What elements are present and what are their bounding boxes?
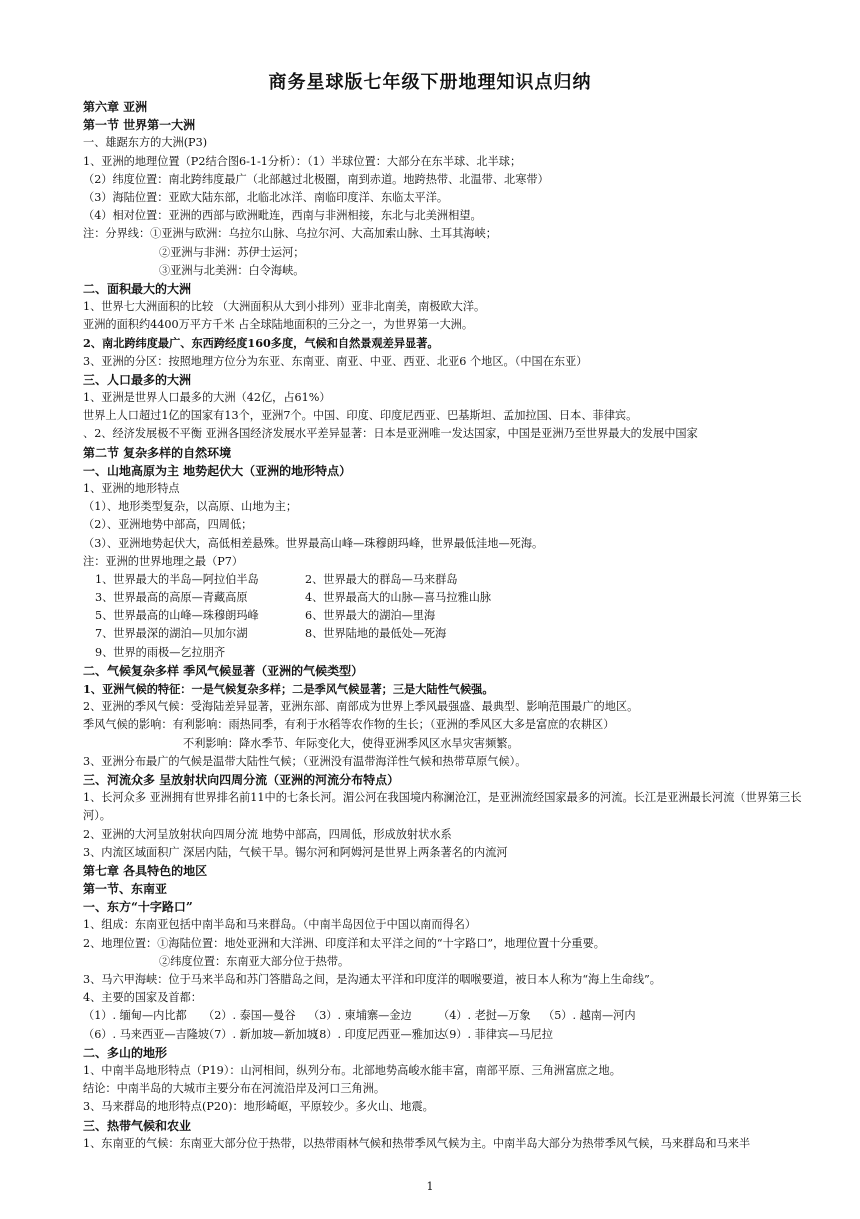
record-item: 4、世界最高大的山脉—喜马拉雅山脉 [305, 591, 492, 605]
text-line: 1、长河众多 亚洲拥有世界排名前11中的七条长河。湄公河在我国境内称澜沧江，是亚洲流经国家最多的河流。长江是亚洲最长河流（世界第三长河）。 [83, 791, 802, 823]
section-heading: 第六章 亚洲 [83, 100, 148, 114]
countries-row [83, 1026, 818, 1044]
section-heading: 一、东方“十字路口” [83, 900, 193, 915]
text-line: 、2、经济发展极不平衡 亚洲各国经济发展水平差异显著：日本是亚洲唯一发达国家，中国是亚洲乃至世界最大的发展中国家 [83, 427, 698, 441]
records-row [83, 571, 818, 589]
country-capital: （9）. 菲律宾—马尼拉 [438, 1027, 553, 1041]
text-line: （3）、亚洲地势起伏大，高低相差悬殊。世界最高山峰—珠穆朗玛峰，世界最低洼地—死海。 [83, 536, 544, 550]
records-row [83, 607, 818, 625]
text-line: 3、亚洲分布最广的气候是温带大陆性气候；（亚洲没有温带海洋性气候和热带草原气候）。 [83, 754, 527, 768]
records-row [83, 589, 818, 607]
text-line: ③亚洲与北美洲：白令海峡。 [159, 263, 305, 277]
text-line: 4、主要的国家及首都： [83, 991, 202, 1005]
text-line: （2）、亚洲地势中部高，四周低； [83, 518, 253, 532]
section-heading: 第二节 复杂多样的自然环境 [83, 445, 232, 460]
document-body [83, 98, 818, 1153]
country-capital: （1）. 缅甸—内比都 [83, 1009, 187, 1023]
text-line: 3、马来群岛的地形特点(P20)：地形崎岖，平原较少。多火山、地震。 [83, 1100, 434, 1114]
text-line: 1、亚洲的地理位置（P2结合图6-1-1分析）：（1）半球位置：大部分在东半球、北半球； [83, 154, 522, 168]
section-heading: 三、人口最多的大洲 [83, 372, 192, 387]
page-number: 1 [426, 1180, 434, 1193]
record-item: 3、世界最高的高原—青藏高原 [95, 591, 248, 605]
countries-row [83, 1007, 818, 1025]
record-item: 1、世界最大的半岛—阿拉伯半岛 [95, 572, 259, 586]
section-block-1 [83, 98, 818, 571]
section-heading: 二、气候复杂多样 季风气候显著（亚洲的气候类型） [83, 663, 364, 678]
text-line: 2、南北跨纬度最广、东西跨经度160多度，气候和自然景观差异显著。 [83, 336, 439, 351]
country-capital: （5）. 越南—河内 [543, 1009, 636, 1023]
country-capital [543, 1026, 693, 1044]
country-capital: （8）. 印度尼西亚—雅加达 [308, 1027, 446, 1041]
text-line: 1、亚洲的地形特点 [83, 481, 180, 495]
country-capital: （6）. 马来西亚—吉隆坡 [83, 1027, 210, 1041]
text-line: 结论：中南半岛的大城市主要分布在河流沿岸及河口三角洲。 [83, 1082, 386, 1096]
section-heading: 三、热带气候和农业 [83, 1118, 192, 1133]
records-list [83, 571, 818, 662]
text-line: 3、马六甲海峡：位于马来半岛和苏门答腊岛之间，是沟通太平洋和印度洋的咽喉要道，被日本人称为“海上生命线”。 [83, 973, 661, 987]
text-line: ②纬度位置：东南亚大部分位于热带。 [159, 954, 350, 968]
country-capital: （4）. 老挝—万象 [438, 1009, 531, 1023]
section-heading: 第一节 世界第一大洲 [83, 118, 196, 133]
section-block-2 [83, 662, 818, 1008]
text-line: （2）纬度位置：南北跨纬度最广（北部越过北极圈，南到赤道。地跨热带、北温带、北寒带） [83, 172, 549, 186]
text-line: （4）相对位置：亚洲的西部与欧洲毗连，西南与非洲相接，东北与北美洲相望。 [83, 209, 482, 223]
records-row [83, 625, 818, 643]
text-line: 2、亚洲的季风气候：受海陆差异显著，亚洲东部、南部成为世界上季风最强盛、最典型、影响范围最广的地区。 [83, 700, 639, 714]
record-item: 7、世界最深的湖泊—贝加尔湖 [95, 627, 248, 641]
text-line: 1、世界七大洲面积的比较 （大洲面积从大到小排列）亚非北南美，南极欧大洋。 [83, 300, 486, 314]
document-title: 商务星球版七年级下册地理知识点归纳 [268, 72, 592, 93]
text-line: 季风气候的影响：有利影响：雨热同季，有利于水稻等农作物的生长；（亚洲的季风区大多是富庶的农耕区） [83, 718, 615, 732]
record-item: 5、世界最高的山峰—珠穆朗玛峰 [95, 609, 259, 623]
record-item: 2、世界最大的群岛—马来群岛 [305, 572, 458, 586]
section-heading: 二、多山的地形 [83, 1045, 168, 1060]
record-item: 9、世界的雨极—乞拉朋齐 [95, 645, 226, 659]
text-line: （1）、地形类型复杂，以高原、山地为主； [83, 500, 298, 514]
text-line: 2、地理位置：①海陆位置：地处亚洲和大洋洲、印度洋和太平洋之间的“十字路口”，地理位置十分重要。 [83, 936, 605, 950]
section-heading: 三、河流众多 呈放射状向四周分流（亚洲的河流分布特点） [83, 772, 400, 787]
text-line: 注：分界线：①亚洲与欧洲：乌拉尔山脉、乌拉尔河、大高加索山脉、土耳其海峡； [83, 227, 497, 241]
text-line: 1、东南亚的气候：东南亚大部分位于热带，以热带雨林气候和热带季风气候为主。中南半岛大部分为热带季风气候，马来群岛和马来半 [83, 1136, 751, 1150]
record-item: 8、世界陆地的最低处—死海 [305, 627, 447, 641]
text-line: （3）海陆位置：亚欧大陆东部，北临北冰洋、南临印度洋、东临太平洋。 [83, 190, 449, 204]
text-line: 注：亚洲的世界地理之最（P7） [83, 554, 244, 568]
text-line: 1、中南半岛地形特点（P19）：山河相间，纵列分布。北部地势高峻水能丰富，南部平原、三角洲富庶之地。 [83, 1063, 621, 1077]
text-line: 亚洲的面积约4400万平方千米 占全球陆地面积的三分之一，为世界第一大洲。 [83, 318, 474, 332]
section-heading: 第一节、东南亚 [83, 882, 168, 897]
section-block-3 [83, 1044, 818, 1153]
section-heading: 二、面积最大的大洲 [83, 281, 192, 296]
record-item: 6、世界最大的湖泊—里海 [305, 609, 436, 623]
text-line: 世界上人口超过1亿的国家有13个，亚洲7个。中国、印度、印度尼西亚、巴基斯坦、孟加拉国、日本、菲律宾。 [83, 409, 638, 423]
text-line: ②亚洲与非洲：苏伊士运河； [159, 245, 305, 259]
records-row [83, 644, 818, 662]
record-item [305, 644, 605, 662]
text-line: 3、内流区域面积广 深居内陆，气候干旱。锡尔河和阿姆河是世界上两条著名的内流河 [83, 845, 508, 859]
country-capital: （7）. 新加坡—新加坡 [203, 1027, 318, 1041]
text-line: 2、亚洲的大河呈放射状向四周分流 地势中部高，四周低，形成放射状水系 [83, 827, 452, 841]
section-heading: 一、山地高原为主 地势起伏大（亚洲的地形特点） [83, 463, 352, 478]
country-capital: （3）. 柬埔寨—金边 [308, 1009, 412, 1023]
text-line: 1、组成：东南亚包括中南半岛和马来群岛。（中南半岛因位于中国以南而得名） [83, 918, 477, 932]
country-capital: （2）. 泰国—曼谷 [203, 1009, 296, 1023]
countries-list [83, 1007, 818, 1043]
text-line: 3、亚洲的分区：按照地理方位分为东亚、东南亚、南亚、中亚、西亚、北亚6 个地区。（中国在东亚） [83, 354, 588, 368]
text-line: 一、雄踞东方的大洲(P3) [83, 136, 208, 150]
text-line: 1、亚洲是世界人口最多的大洲（42亿，占61%） [83, 391, 331, 404]
section-heading: 第七章 各具特色的地区 [83, 863, 208, 878]
text-line: 1、亚洲气候的特征：一是气候复杂多样；二是季风气候显著；三是大陆性气候强。 [83, 682, 494, 696]
text-line: 不利影响：降水季节、年际变化大，使得亚洲季风区水旱灾害频繁。 [183, 736, 519, 750]
